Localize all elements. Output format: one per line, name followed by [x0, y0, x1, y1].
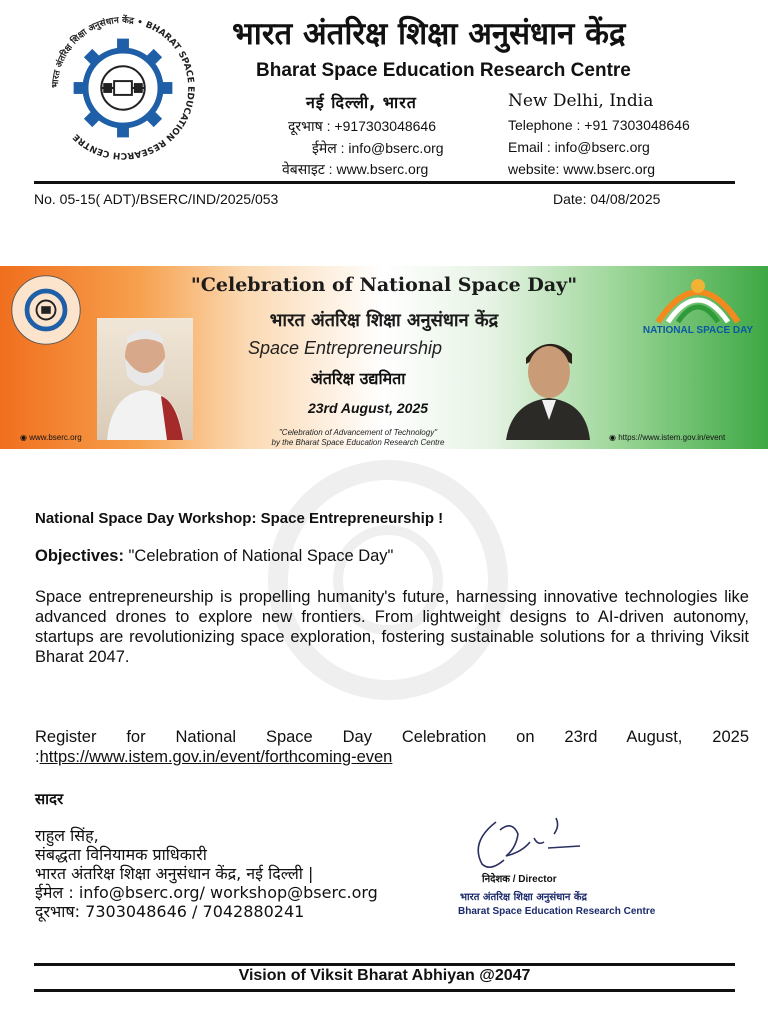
national-space-day-label: NATIONAL SPACE DAY [642, 325, 754, 336]
banner-website-right-text: https://www.istem.gov.in/event [618, 433, 726, 442]
closing-salutation: सादर [35, 790, 64, 808]
globe-icon: ◉ [609, 433, 616, 442]
banner-subtitle: Space Entrepreneurship [247, 338, 443, 358]
signatory-designation: संबद्धता विनियामक प्राधिकारी [35, 845, 207, 864]
signatory-org: भारत अंतरिक्ष शिक्षा अनुसंधान केंद्र, नई दिल्ली | [35, 864, 314, 883]
signatory-phone: दूरभाष: 7303048646 / 7042880241 [35, 902, 305, 921]
email-english: Email : info@bserc.org [508, 139, 650, 155]
stamp-org-hindi: भारत अंतरिक्ष शिक्षा अनुसंधान केंद्र [460, 892, 587, 903]
register-text: Register for National Space Day Celebration on 23rd August, 2025 : [35, 728, 749, 766]
footer-divider-bottom [34, 989, 735, 992]
email-hindi: ईमेल : info@bserc.org [312, 140, 444, 156]
banner-website-left-text: www.bserc.org [29, 433, 82, 442]
reference-date: Date: 04/08/2025 [553, 191, 661, 207]
body-paragraph: Space entrepreneurship is propelling humanity's future, harnessing innovative technologies like advanced drones to explore new frontiers. From lightweight designs to AI-driven autonomy, startups are revolutionizing space exploration, fostering sustainable solutions for a thriving Viksit Bharat 2047. [35, 588, 749, 666]
register-link[interactable]: https://www.istem.gov.in/event/forthcoming-even [39, 748, 393, 766]
director-title: निदेशक / Director [482, 874, 557, 885]
website-english: website: www.bserc.org [508, 161, 656, 177]
objectives-line [35, 546, 749, 566]
objectives-text: "Celebration of National Space Day" [123, 547, 394, 565]
org-title-english: Bharat Space Education Research Centre [256, 60, 631, 81]
globe-icon: ◉ [20, 433, 27, 442]
banner-date: 23rd August, 2025 [307, 400, 429, 416]
city-english: New Delhi, India [508, 91, 654, 111]
banner-caption-line2: by the Bharat Space Education Research Centre [271, 438, 445, 447]
register-paragraph [35, 727, 749, 767]
logo-ring-text: भारत अंतरिक्ष शिक्षा अनुसंधान केंद्र • BHARAT SPACE EDUCATION RESEARCH CENTRE [50, 15, 196, 161]
banner-website-right[interactable] [609, 433, 725, 442]
footer-vision: Vision of Viksit Bharat Abhiyan @2047 [238, 967, 531, 984]
banner-subtitle-hindi: अंतरिक्ष उद्यमिता [310, 369, 406, 388]
signatory-name: राहुल सिंह, [35, 826, 99, 845]
banner-org-hindi: भारत अंतरिक्ष शिक्षा अनुसंधान केंद्र [269, 310, 499, 331]
banner-title: "Celebration of National Space Day" [190, 274, 578, 296]
stamp-org-english: Bharat Space Education Research Centre [458, 906, 656, 917]
header-divider [34, 181, 735, 184]
telephone-english: Telephone : +91 7303048646 [508, 117, 690, 133]
workshop-heading: National Space Day Workshop: Space Entrepreneurship ! [35, 510, 444, 527]
footer-divider-top [34, 963, 735, 966]
watermark-logo [228, 455, 548, 705]
signatory-block [35, 826, 378, 921]
signatory-email: ईमेल : info@bserc.org/ workshop@bserc.org [35, 883, 378, 902]
banner-website-left[interactable] [20, 433, 82, 442]
website-hindi: वेबसाइट : www.bserc.org [282, 161, 429, 177]
svg-text:भारत अंतरिक्ष शिक्षा अनुसंधान [51, 14, 196, 160]
city-hindi: नई दिल्ली, भारत [306, 93, 417, 112]
bserc-logo [44, 8, 202, 168]
objectives-label: Objectives: [35, 547, 124, 565]
org-title-hindi: भारत अंतरिक्ष शिक्षा अनुसंधान केंद्र [232, 16, 626, 52]
reference-number: No. 05-15( ADT)/BSERC/IND/2025/053 [34, 191, 279, 207]
event-banner [0, 266, 768, 449]
telephone-hindi: दूरभाष : +917303048646 [288, 118, 436, 134]
banner-caption-line1: "Celebration of Advancement of Technology" [278, 428, 438, 437]
